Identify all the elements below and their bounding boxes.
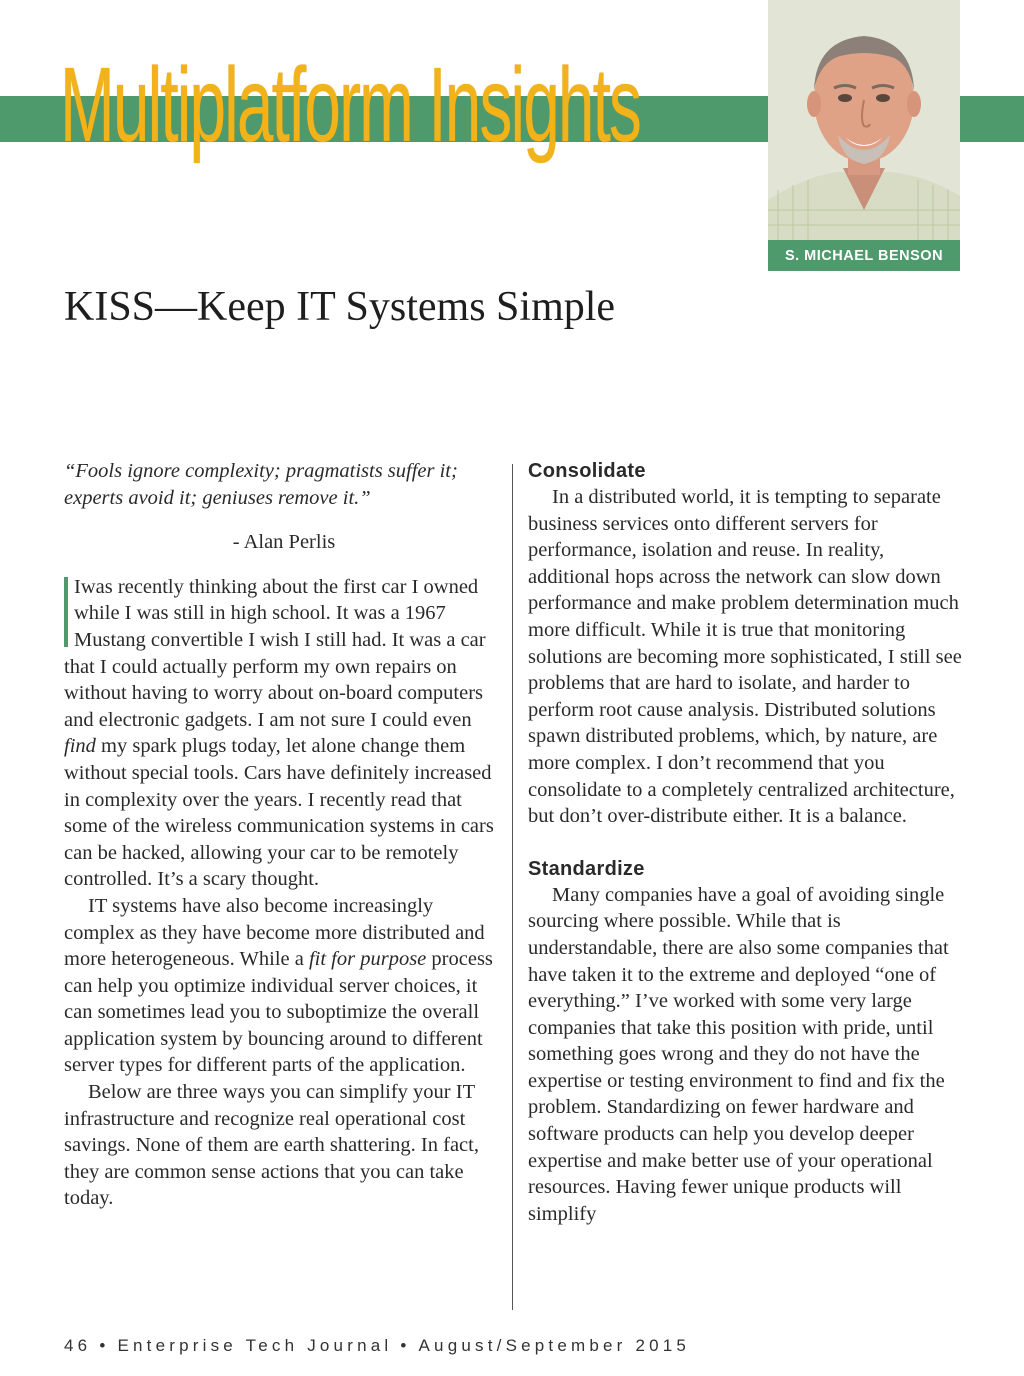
emphasis-text: fit for purpose: [308, 948, 427, 971]
paragraph-text: my spark plugs today, let alone change them without special tools. Cars have definitely increased in complexity over the years. I recently read that some of the wireless communication systems in cars can be hacked, allowing your car to be remotely controlled. It’s a scary thought.: [64, 735, 494, 891]
left-column: [64, 458, 504, 1212]
intro-paragraph: [64, 574, 504, 893]
drop-cap-bar: [64, 577, 68, 647]
paragraph-text: IT systems have also become increasingly complex as they have become more distributed and more heterogeneous. While a: [64, 894, 485, 971]
issue-date: August/September 2015: [418, 1336, 691, 1355]
section-gap: [528, 830, 968, 856]
section-heading-consolidate: Consolidate: [528, 460, 646, 482]
publication-name: Enterprise Tech Journal: [117, 1336, 393, 1355]
paragraph-text: was recently thinking about the first car I owned while I was still in high school. It was a 1967 Mustang convertible I wish I still had. It was a car that I could actually perform my own repairs on without having to worry about on-board computers and electronic gadgets. I am not sure I could even: [64, 575, 486, 731]
body-paragraph: [64, 893, 504, 1079]
epigraph-quote: “Fools ignore complexity; pragmatists suffer it; experts avoid it; geniuses remove it.”: [64, 460, 458, 509]
emphasis-text: find: [64, 735, 96, 758]
epigraph-attribution: - Alan Perlis: [232, 531, 336, 554]
page-footer: [64, 1336, 690, 1356]
footer-separator: •: [400, 1336, 411, 1355]
section-paragraph: Many companies have a goal of avoiding single sourcing where possible. While that is understandable, there are also some companies that have taken it to the extreme and deployed “one of everything.” I’ve worked with some very large companies that take this position with pride, until something goes wrong and they do not have the expertise or testing environment to find and fix the problem. Standardizing on fewer hardware and software products can help you develop deeper expertise and make better use of your operational resources. Having fewer unique products will simplify: [528, 883, 949, 1225]
section-heading-standardize: Standardize: [528, 857, 645, 880]
article-title: KISS—Keep IT Systems Simple: [64, 284, 616, 330]
author-photo: [768, 0, 960, 240]
section-paragraph: In a distributed world, it is tempting to separate business services onto different servers for performance, isolation and reuse. In reality, additional hops across the network can slow down performance and make problem determination much more difficult. While it is true that monitoring solutions are becoming more sophisticated, I still see problems that are hard to isolate, and harder to perform root cause analysis. Distributed solutions spawn distributed problems, which, by nature, are more complex. I don’t recommend that you consolidate to a completely centralized architecture, but don’t over-distribute either. It is a balance.: [528, 486, 962, 828]
page-number: 46: [64, 1336, 92, 1355]
column-divider: [512, 464, 513, 1310]
paragraph-text: process can help you optimize individual server choices, it can sometimes lead you to suboptimize the overall application system by bouncing around to different server types for different parts of the application.: [64, 948, 493, 1077]
drop-cap: I: [74, 575, 81, 598]
right-column: [528, 458, 968, 1227]
body-paragraph: Below are three ways you can simplify your IT infrastructure and recognize real operational cost savings. None of them are earth shattering. In fact, they are common sense actions that you can take today.: [64, 1081, 479, 1210]
author-name: S. MICHAEL BENSON: [768, 240, 960, 271]
footer-separator: •: [99, 1336, 110, 1355]
section-title: Multiplatform Insights: [60, 46, 640, 164]
